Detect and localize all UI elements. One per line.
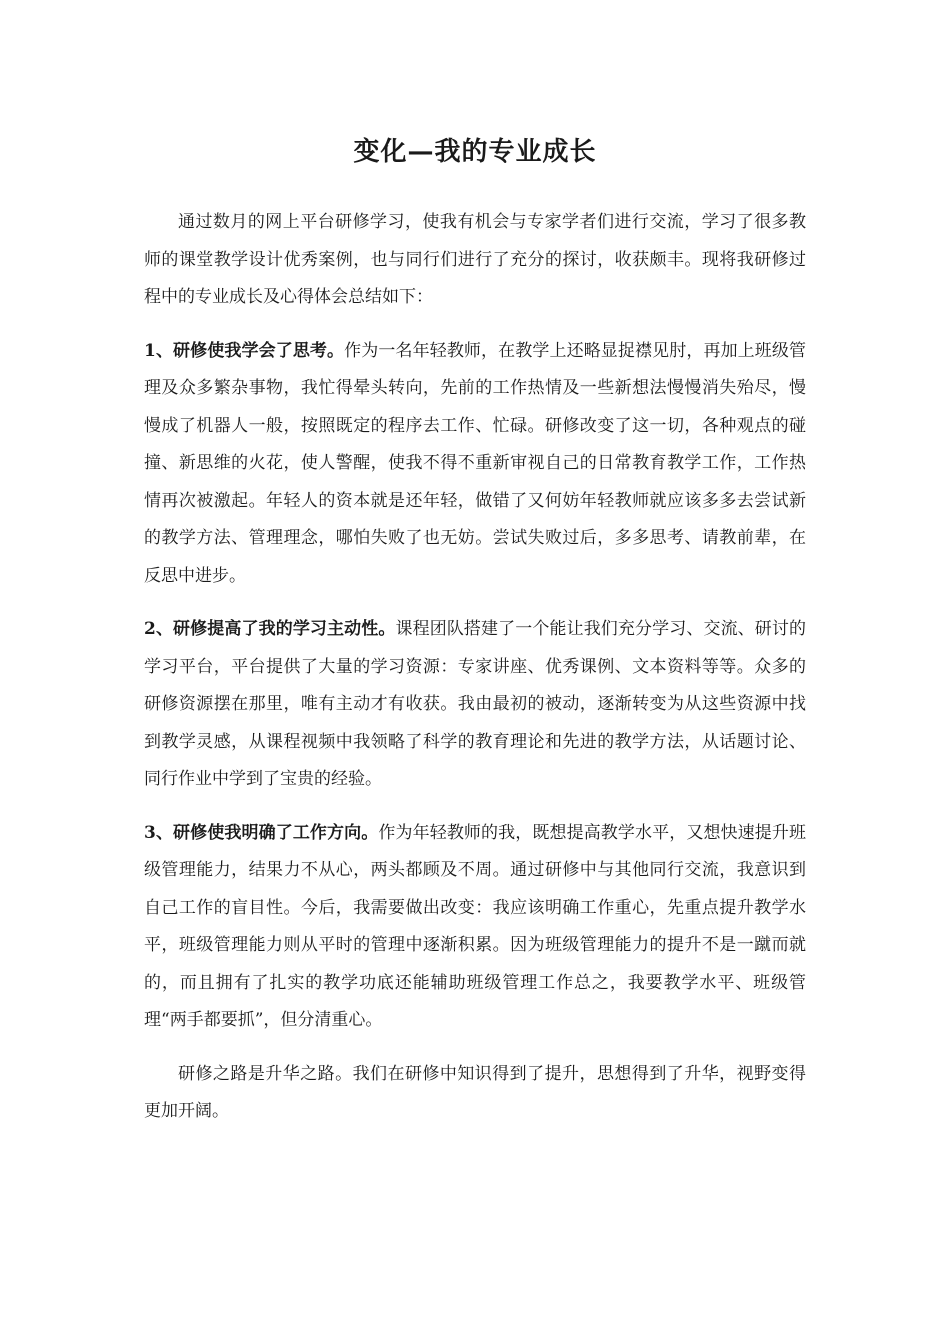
section-3-body: 作为年轻教师的我，既想提高教学水平，又想快速提升班级管理能力，结果力不从心，两头都顾及不周。通过研修中与其他同行交流，我意识到自己工作的盲目性。今后，我需要做出改变：我应该明确工作重心，先重点提升教学水平，班级管理能力则从平时的管理中逐渐积累。因为班级管理能力的提升不是一蹴而就的，而且拥有了扎实的教学功底还能辅助班级管理工作总之，我要教学水平、班级管理“两手都要抓”，但分清重心。 <box>144 822 807 1030</box>
section-1-heading: 1、研修使我学会了思考。 <box>144 340 345 361</box>
section-1-body: 作为一名年轻教师，在教学上还略显捉襟见肘，再加上班级管理及众多繁杂事物，我忙得晕头转向，先前的工作热情及一些新想法慢慢消失殆尽，慢慢成了机器人一般，按照既定的程序去工作、忙碌。研修改变了这一切，各种观点的碰撞、新思维的火花，使人警醒，使我不得不重新审视自己的日常教育教学工作，工作热情再次被激起。年轻人的资本就是还年轻，做错了又何妨年轻教师就应该多多去尝试新的教学方法、管理理念，哪怕失败了也无妨。尝试失败过后，多多思考、请教前辈，在反思中进步。 <box>144 340 807 586</box>
section-1-paragraph <box>144 333 806 596</box>
document-title: 变化—我的专业成长 <box>353 137 597 167</box>
section-2-paragraph <box>144 611 806 799</box>
document-page <box>144 0 806 1131</box>
closing-paragraph: 研修之路是升华之路。我们在研修中知识得到了提升，思想得到了升华，视野变得更加开阔。 <box>144 1063 806 1121</box>
section-3-paragraph <box>144 815 806 1040</box>
section-3-heading: 3、研修使我明确了工作方向。 <box>144 822 379 843</box>
section-2-heading: 2、研修提高了我的学习主动性。 <box>144 619 396 639</box>
section-2-body: 课程团队搭建了一个能让我们充分学习、交流、研讨的学习平台，平台提供了大量的学习资源：专家讲座、优秀课例、文本资料等等。众多的研修资源摆在那里，唯有主动才有收获。我由最初的被动，逐渐转变为从这些资源中找到教学灵感，从课程视频中我领略了科学的教育理论和先进的教学方法，从话题讨论、同行作业中学到了宝贵的经验。 <box>144 619 807 789</box>
intro-paragraph: 通过数月的网上平台研修学习，使我有机会与专家学者们进行交流，学习了很多教师的课堂教学设计优秀案例，也与同行们进行了充分的探讨，收获颇丰。现将我研修过程中的专业成长及心得体会总结如下： <box>144 212 806 307</box>
